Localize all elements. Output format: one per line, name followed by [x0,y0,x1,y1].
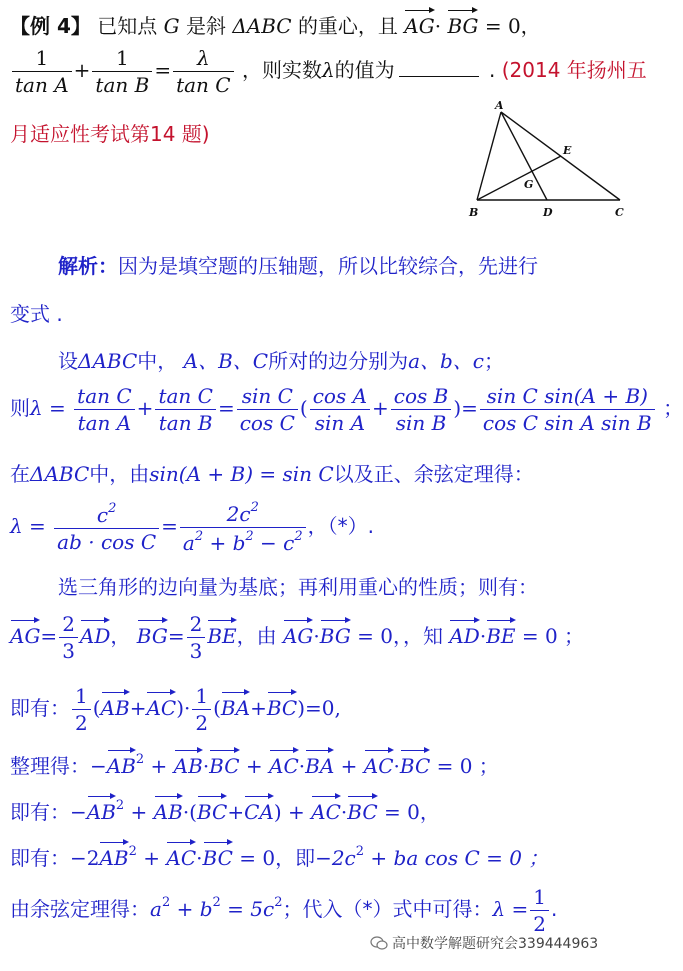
denominator: tan A [15,73,69,97]
text: 由余弦定理得： [10,897,150,921]
vector-BC: BC [209,748,239,778]
vector-AB: AB [99,840,128,870]
label-G: G [524,178,534,191]
centroid-vectors-line: AG= $\frac{2}{3}$ AD， BG= $\frac{2}{3}$ BE，由 AG·BG = 0，，知 AD·BE = 0 ； [10,612,585,663]
text: ； [663,396,683,420]
text: 即有： [10,696,70,720]
math-lambda: λ [321,58,335,82]
denominator: tan B [95,73,150,97]
source-citation: 月适应性考试第14 题) [10,122,210,146]
lambda-in-sides: λ = $\frac{c^2}{\text{ab · cos C}}$ = $\frac{2c^2}{a^2 + b^2 - c^2}$ ，（*）. [10,500,374,555]
vector-AC: AC [364,748,394,778]
vector-AD: AD [80,618,110,648]
text: 中， [137,349,178,373]
numerator: tan C [74,384,135,410]
source-citation: (2014 年扬州五 [501,58,647,82]
vector-AB: AB [101,690,130,720]
math-formula: sin(A + B) = sin C [149,462,334,486]
text: 中，由 [89,462,150,486]
solution-intro [58,250,538,279]
math-lambda-eq: λ = [492,897,529,921]
vector-AG: AG [404,8,434,38]
expand-line: 整理得：$-AB^2 + AB\cdot BC + AC\cdot BA + AC\cdot BC = 0$ ； [10,748,499,779]
denominator: cos C sin A sin B [482,411,652,435]
final-line: 由余弦定理得：$a^2 + b^2 = 5c^2$；代入（*）式中可得：λ = $\frac{1}{2}$ . [10,885,558,936]
label-E: E [563,144,572,157]
vector-AC: AC [146,690,176,720]
text: ，知 [403,624,443,648]
numerator: 1 [12,46,72,72]
law-of-sines-line [10,458,534,487]
math-triangle: ΔABC [30,462,90,486]
text: 整理得： [10,754,90,778]
vector-AB: AB [87,794,116,824]
math-triangle: ΔABC [78,349,138,373]
numerator: c [96,503,109,527]
watermark [370,933,598,953]
text: 设 [58,349,78,373]
vector-BC: BC [197,794,227,824]
text: ，即 [275,846,316,870]
vector-AB: AB [154,794,183,824]
text: . [551,897,558,921]
answer-blank [399,76,479,77]
math-lambda-eq: λ = [30,396,66,420]
label-B: B [469,206,479,219]
text: ，由 [236,624,277,648]
numerator: cos B [391,384,452,410]
fraction [192,684,211,735]
numerator: tan C [155,384,216,410]
vector-BA: BA [305,748,334,778]
vector-AG: AG [10,618,40,648]
numerator: 2 [187,612,206,638]
fraction [173,46,234,97]
denominator: sin B [395,411,447,435]
text: . [482,58,496,82]
text: 的重心，且 [297,14,398,38]
vector-AB: AB [107,748,136,778]
vector-BC: BC [203,840,233,870]
math-angles: A、B、C [183,349,269,373]
fraction: $\frac{c^2}{\text{ab · cos C}}$ [54,501,159,554]
problem-line-2: $\frac{1}{\text{tan A}}$ + $\frac{1}{\text{tan B}}$ = $\frac{\lambda}{\text{tan C}}$ ，则实数λ的值为 . (2014 年扬州五 [10,46,647,97]
text: ； [484,349,505,373]
text: 因为是填空题的压轴题，所以比较综合，先进行 [118,254,538,278]
problem-line-3 [10,118,210,147]
lambda-expansion: 则λ = $\frac{\text{tan C}}{\text{tan A}}$ + $\frac{\text{tan C}}{\text{tan B}}$ = $\frac{\text{sin C}}{\text{cos C}}$ ( $\frac{\text{cos A}}{\text{sin A}}$ + $\frac{\text{cos B}}{\text{sin B}}$ )= $\frac{\text{sin C sin(A + B)}}{\text{cos C sin A sin B}}$ ； [10,384,683,435]
numerator: 1 [192,684,211,710]
fraction [480,384,655,435]
denominator: ab · cos C [57,530,157,554]
reduce-line: 即有：$-2AB^2 + AC\cdot BC = 0$，即$-2c^2$ + ba cos C = 0 ； [10,840,548,871]
fraction [74,384,135,435]
denominator: a [182,531,195,555]
vector-BA: BA [221,690,250,720]
dot: · [434,14,448,38]
text: 以及正、余弦定理得： [333,462,534,486]
text: 的值为 [334,58,395,82]
vector-AC: AC [166,840,196,870]
fraction [310,384,370,435]
fraction [391,384,452,435]
label-D: D [543,206,553,219]
fraction [72,684,91,735]
text: 已知点 [97,14,158,38]
fraction [12,46,72,97]
vector-AB: AB [174,748,203,778]
text: 即有： [10,800,70,824]
fraction [237,384,298,435]
numerator: λ [173,46,234,72]
eq-zero: = 0， [478,14,541,38]
vector-BC: BC [347,794,377,824]
edge-AB [477,112,501,200]
fraction [59,612,78,663]
math-lambda-eq: λ = [10,514,46,538]
numerator: 2 [59,612,78,638]
text: 是斜 [185,14,226,38]
vector-BE: BE [486,618,515,648]
wechat-icon [370,936,388,950]
text: = 0， [377,800,440,824]
problem-line-1 [10,8,541,39]
fraction [530,885,549,936]
vector-BC: BC [267,690,297,720]
text: = 0 ； [430,754,499,778]
denominator: tan A [77,411,132,435]
text: 则 [10,396,30,420]
text: 即有： [10,846,70,870]
math-sides: a、b、c [408,349,485,373]
fraction: $\frac{2c^2}{a^2 + b^2 - c^2}$ [180,500,306,555]
fraction [155,384,216,435]
text: ，（*）. [307,514,374,538]
solution-title: 解析： [58,254,118,278]
numerator: sin C sin(A + B) [480,384,655,410]
denominator: 2 [195,711,209,735]
numerator: sin C [237,384,298,410]
denominator: 3 [189,639,203,663]
triangle-diagram [465,100,630,225]
vector-BG: BG [447,8,478,38]
median-BE [477,156,561,200]
text: = 0， [350,624,403,648]
label-C: C [615,206,624,219]
vector-CA: CA [244,794,274,824]
numerator: 2c [226,502,251,526]
denominator: tan B [158,411,213,435]
vector-AC: AC [311,794,341,824]
text: 变式 . [10,302,63,326]
denominator: sin A [314,411,366,435]
denominator: cos C [239,411,295,435]
text: 所对的边分别为 [268,349,409,373]
vector-AC: AC [269,748,299,778]
numerator: 1 [530,885,549,911]
text: ，则实数 [241,58,322,82]
text: 选三角形的边向量为基底；再利用重心的性质；则有： [58,575,538,599]
vector-BC: BC [400,748,430,778]
numerator: 1 [92,46,152,72]
text: ；代入（*）式中可得： [282,897,493,921]
denominator: tan C [176,73,231,97]
text: 在 [10,462,30,486]
vector-BG: BG [320,618,351,648]
fraction [92,46,152,97]
denominator: 2 [533,912,546,936]
midpoint-product-line: 即有： $\frac{1}{2}$ (AB+AC)· $\frac{1}{2}$ (BA+BC)=0, [10,684,341,735]
math-formula: −2c [315,846,356,870]
fraction [187,612,206,663]
math-triangle: ΔABC [232,14,292,38]
vector-AG: AG [283,618,313,648]
numerator: cos A [310,384,370,410]
choose-basis-line [58,571,538,600]
regroup-line: 即有：$-AB^2 + AB\cdot(BC+CA) + AC\cdot BC = 0$， [10,794,440,825]
text: = 0 ； [515,624,585,648]
vector-AD: AD [449,618,479,648]
watermark-text: 高中数学解题研究会339444963 [392,936,599,952]
vector-BG: BG [137,618,168,648]
solution-setup [58,345,504,374]
example-tag: 【例 4】 [10,14,91,38]
denominator: 2 [75,711,88,735]
label-A: A [495,99,504,112]
solution-intro-2 [10,298,63,327]
denominator: 3 [62,639,75,663]
math-formula: a [150,897,162,921]
vector-BE: BE [207,618,236,648]
math-formula: + ba cos C = 0 ； [364,846,549,870]
numerator: 1 [72,684,91,710]
math-G: G [163,14,180,38]
